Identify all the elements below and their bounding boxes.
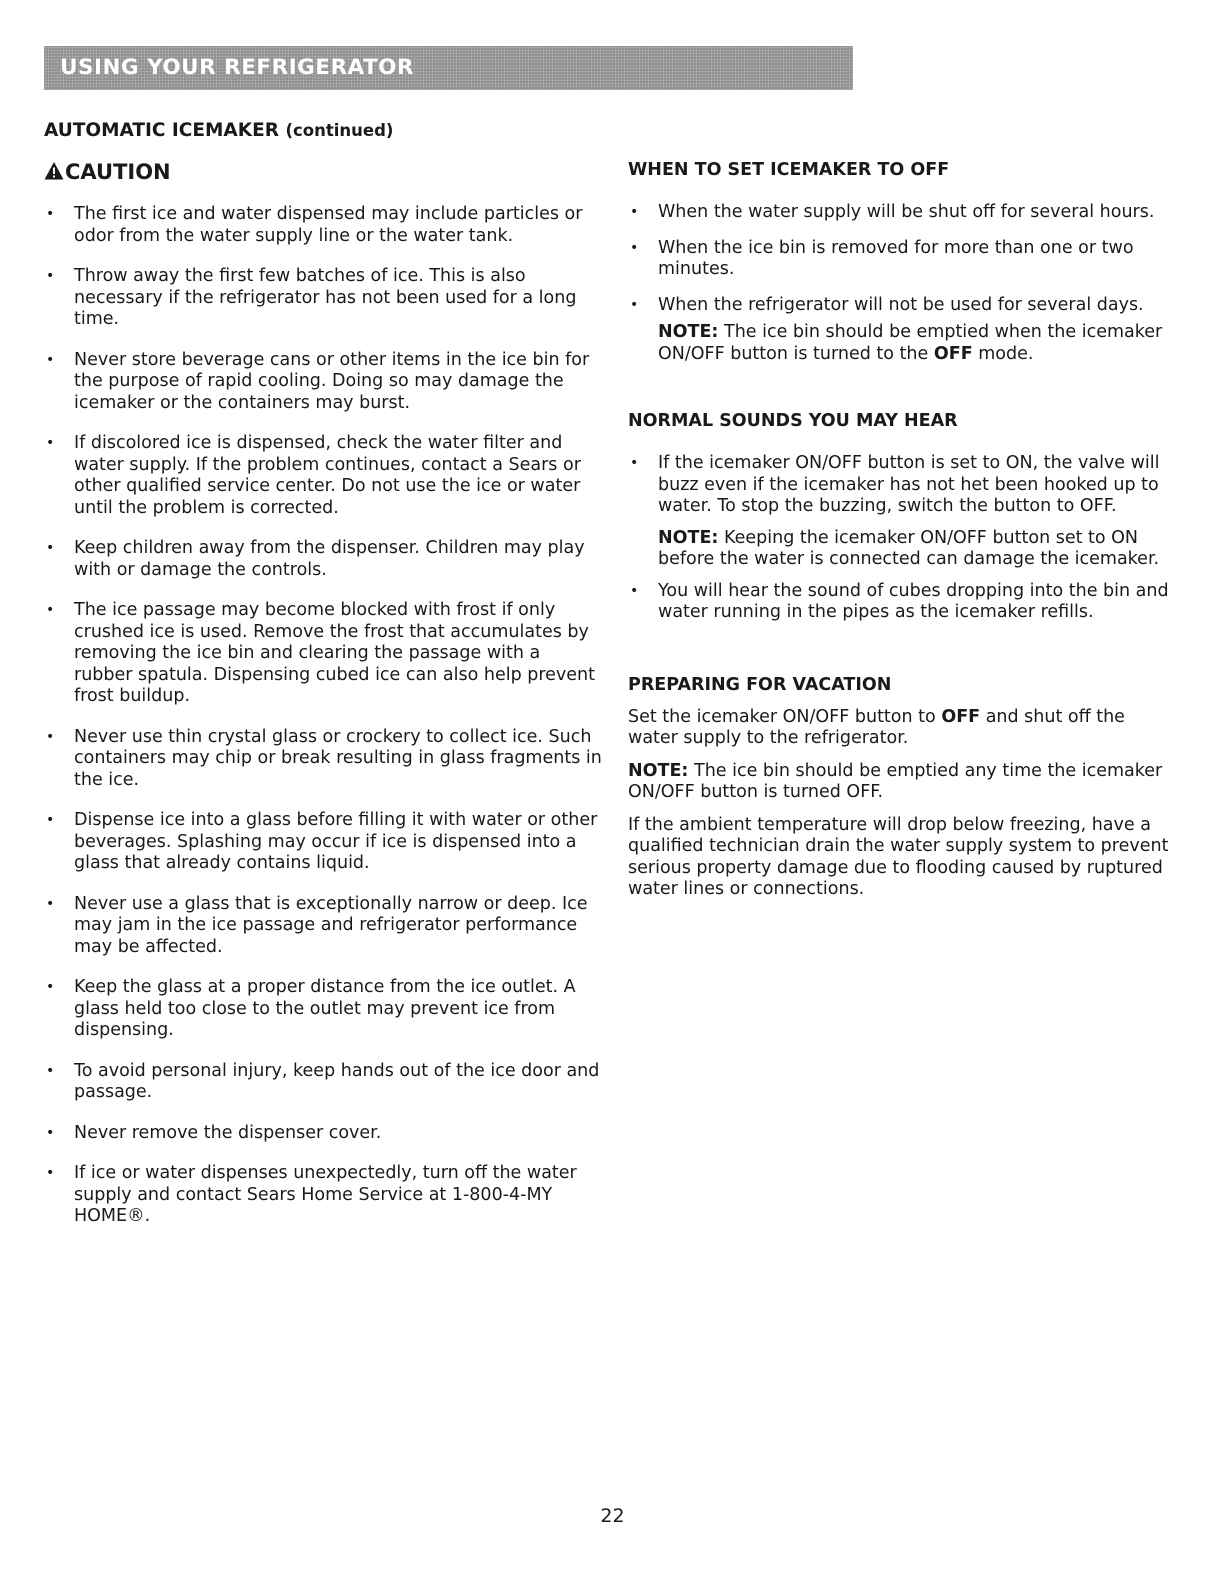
caution-item: • To avoid personal injury, keep hands out of the ice door and passage. xyxy=(44,1061,604,1104)
warning-triangle-icon xyxy=(44,161,64,185)
sounds-list-2 xyxy=(628,581,1173,624)
caution-heading xyxy=(44,160,171,185)
caution-list xyxy=(44,204,604,1228)
caution-item: • Never store beverage cans or other items in the ice bin for the purpose of rapid cooling. Doing so may damage the icemaker or the containers may burst. xyxy=(44,350,604,415)
vacation-paragraph-freezing: If the ambient temperature will drop below freezing, have a qualified technician drain the water supply system to prevent serious property damage due to flooding caused by ruptured water lines or connections. xyxy=(628,814,1169,899)
banner-title: USING YOUR REFRIGERATOR xyxy=(60,55,414,80)
note-end: mode. xyxy=(978,343,1034,364)
note-text: Keeping the icemaker ON/OFF button set to ON before the water is connected can damage the icemaker. xyxy=(658,527,1160,569)
sounds-note xyxy=(658,528,1173,571)
note-bold: OFF xyxy=(933,343,973,364)
caution-item: • The ice passage may become blocked with frost if only crushed ice is used. Remove the frost that accumulates by removing the ice bin and clearing the passage with a rubber spatula. Dispensing cubed ice can also help prevent frost buildup. xyxy=(44,600,604,708)
section-title xyxy=(44,120,393,141)
section-title-continued: (continued) xyxy=(285,121,394,140)
caution-item: • Dispense ice into a glass before filling it with water or other beverages. Splashing may occur if ice is dispensed into a glass that already contains liquid. xyxy=(44,810,604,875)
when-off-item: • When the refrigerator will not be used for several days. xyxy=(628,295,1173,317)
when-off-list xyxy=(628,202,1173,316)
caution-item: • Throw away the first few batches of ice. This is also necessary if the refrigerator has not been used for a long time. xyxy=(44,266,604,331)
section-title-text: AUTOMATIC ICEMAKER xyxy=(44,120,279,141)
caution-item: • Keep children away from the dispenser. Children may play with or damage the controls. xyxy=(44,538,604,581)
vacation-paragraph xyxy=(628,707,1173,750)
when-off-note xyxy=(658,322,1173,365)
caution-item: • If ice or water dispenses unexpectedly, turn off the water supply and contact Sears Home Service at 1-800-4-MY HOME®. xyxy=(44,1163,604,1228)
vacation-note xyxy=(628,761,1173,804)
when-off-heading: WHEN TO SET ICEMAKER TO OFF xyxy=(628,160,950,180)
section-banner xyxy=(44,46,853,90)
caution-item: • Keep the glass at a proper distance from the ice outlet. A glass held too close to the outlet may prevent ice from dispensing. xyxy=(44,977,604,1042)
page-number: 22 xyxy=(600,1505,625,1527)
caution-column xyxy=(44,204,604,1247)
note-label: NOTE: xyxy=(658,527,719,548)
sounds-item: • If the icemaker ON/OFF button is set to ON, the valve will buzz even if the icemaker has not het been hooked up to water. To stop the buzzing, switch the button to OFF. xyxy=(628,453,1173,518)
vacation-text-end: and shut off the water supply to the refrigerator. xyxy=(628,706,1125,748)
when-off-item: • When the ice bin is removed for more than one or two minutes. xyxy=(628,238,1173,281)
sounds-item: • You will hear the sound of cubes dropping into the bin and water running in the pipes as the icemaker refills. xyxy=(628,581,1173,624)
vacation-text: Set the icemaker ON/OFF button to xyxy=(628,706,936,727)
caution-label: CAUTION xyxy=(65,160,171,184)
note-text: The ice bin should be emptied any time the icemaker ON/OFF button is turned OFF. xyxy=(628,760,1163,802)
right-column xyxy=(628,160,1173,901)
sounds-heading: NORMAL SOUNDS YOU MAY HEAR xyxy=(628,411,958,431)
vacation-heading: PREPARING FOR VACATION xyxy=(628,674,892,695)
caution-item: • The first ice and water dispensed may include particles or odor from the water supply line or the water tank. xyxy=(44,204,604,247)
note-label: NOTE: xyxy=(658,322,719,342)
caution-item: • Never remove the dispenser cover. xyxy=(44,1123,604,1145)
when-off-item: • When the water supply will be shut off for several hours. xyxy=(628,202,1173,224)
note-label: NOTE: xyxy=(628,760,689,781)
caution-item: • Never use thin crystal glass or crockery to collect ice. Such containers may chip or break resulting in glass fragments in the ice. xyxy=(44,727,604,792)
vacation-bold: OFF xyxy=(941,706,981,727)
caution-item: • Never use a glass that is exceptionally narrow or deep. Ice may jam in the ice passage and refrigerator performance may be affected. xyxy=(44,894,604,959)
note-text: The ice bin should be emptied when the icemaker ON/OFF button is turned to the xyxy=(658,322,1163,364)
sounds-list xyxy=(628,453,1173,518)
caution-item: • If discolored ice is dispensed, check the water filter and water supply. If the problem continues, contact a Sears or other qualified service center. Do not use the ice or water until the problem is corrected. xyxy=(44,433,604,519)
